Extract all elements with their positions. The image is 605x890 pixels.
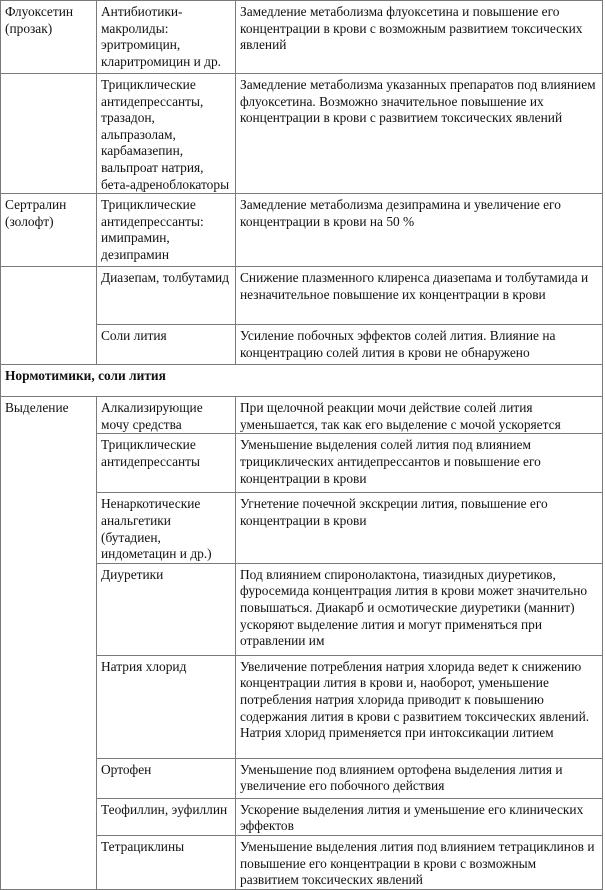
interacting-drug-cell: [97, 194, 236, 267]
interacting-drug-cell: [97, 835, 236, 889]
effect-cell: [236, 194, 603, 267]
effect-cell: [236, 798, 603, 835]
effect-cell: [236, 655, 603, 758]
effect-text: Ускорение выделения лития и уменьшение его клинических эффектов: [240, 801, 584, 834]
effect-text: Уменьшение выделения солей лития под влиянием трициклических антидепрессантов и повышение его концентрации в крови: [240, 437, 541, 486]
table-row: [1, 267, 603, 325]
interacting-drug-cell: [97, 325, 236, 365]
drug-group-cell: [1, 194, 97, 267]
interacting-drug-label: Антибиотики-макролиды: эритромицин, кларитромицин и др.: [101, 4, 221, 69]
effect-text: Усиление побочных эффектов солей лития. Влияние на концентрацию солей лития в крови не обнаружено: [240, 328, 556, 360]
interacting-drug-label: Алкализирующие мочу средства: [101, 400, 203, 432]
effect-cell: [236, 563, 603, 655]
table-row: [1, 194, 603, 267]
effect-cell: [236, 397, 603, 434]
effect-text: Уменьшение под влиянием ортофена выделения лития и увеличение его побочного действия: [240, 761, 563, 794]
effect-text: Замедление метаболизма дезипрамина и увеличение его концентрации в крови на 50 %: [240, 197, 561, 229]
effect-text: Увеличение потребления натрия хлорида ведет к снижению концентрации лития в крови и, наоборот, уменьшение потребления натрия хлорида приводит к повышению содержания лития в крови с развитием токсических явлений. Натрия хлорид применяется при интоксикации литием: [240, 658, 590, 741]
drug-group-label: Флуоксетин (прозак): [5, 4, 74, 36]
interacting-drug-cell: [97, 655, 236, 758]
interacting-drug-cell: [97, 758, 236, 798]
interacting-drug-cell: [97, 798, 236, 835]
interacting-drug-label: Теофиллин, эуфиллин: [101, 801, 228, 817]
interacting-drug-cell: [97, 267, 236, 325]
interacting-drug-label: Натрия хлорид: [101, 658, 187, 674]
interacting-drug-label: Трициклические антидепрессанты, тразадон, альпразолам, карбамазепин, вальпроат натрия, бета-адреноблокаторы: [101, 77, 230, 192]
interacting-drug-label: Трициклические антидепрессанты: имипрамин, дезипрамин: [101, 197, 204, 262]
effect-cell: [236, 74, 603, 194]
interacting-drug-label: Трициклические антидепрессанты: [101, 437, 201, 469]
drug-group-cell: [1, 267, 97, 365]
effect-cell: [236, 758, 603, 798]
effect-cell: [236, 835, 603, 889]
interacting-drug-label: Диуретики: [101, 566, 164, 582]
effect-text: Снижение плазменного клиренса диазепама и толбутамида и незначительное повышение их концентрации в крови: [240, 270, 589, 302]
effect-cell: [236, 1, 603, 74]
effect-text: При щелочной реакции мочи действие солей лития уменьшается, так как его выделение с мочой ускоряется: [240, 400, 561, 432]
drug-group-cell: [1, 1, 97, 74]
interacting-drug-label: Ненаркотические анальгетики (бутадиен, индометацин и др.): [101, 496, 212, 562]
effect-cell: [236, 493, 603, 563]
interacting-drug-cell: [97, 74, 236, 194]
effect-cell: [236, 325, 603, 365]
interacting-drug-cell: [97, 563, 236, 655]
section-header-row: [1, 365, 603, 397]
interacting-drug-label: Тетрациклины: [101, 838, 185, 854]
table-row: [1, 397, 603, 434]
drug-group-label: Выделение: [5, 400, 69, 416]
effect-text: Угнетение почечной экскреции лития, повышение его концентрации в крови: [240, 496, 548, 528]
effect-text: Под влиянием спиронолактона, тиазидных диуретиков, фуросемида концентрация лития в крови может значительно повышаться. Диакарб и осмотические диуретики (маннит) ускоряют выделение лития и могут применяться при отравлении им: [240, 566, 588, 649]
interacting-drug-label: Диазепам, толбутамид: [101, 270, 230, 286]
effect-text: Замедление метаболизма флуоксетина и повышение его концентрации в крови с возможным развитием токсических явлений: [240, 4, 583, 53]
interacting-drug-cell: [97, 397, 236, 434]
interacting-drug-cell: [97, 434, 236, 493]
drug-group-cell: [1, 397, 97, 890]
effect-cell: [236, 434, 603, 493]
interacting-drug-cell: [97, 1, 236, 74]
effect-cell: [236, 267, 603, 325]
interacting-drug-label: Соли лития: [101, 328, 167, 344]
effect-text: Уменьшение выделения лития под влиянием тетрациклинов и повышение его концентрации в крови с возможным развитием токсических явлений: [240, 838, 595, 888]
drug-group-cell: [1, 74, 97, 194]
interacting-drug-cell: [97, 493, 236, 563]
table-row: [1, 74, 603, 194]
table-row: [1, 1, 603, 74]
effect-text: Замедление метаболизма указанных препаратов под влиянием флуоксетина. Возможно значительное повышение их концентрации в крови с развитием токсических явлений: [240, 77, 596, 126]
interacting-drug-label: Ортофен: [101, 761, 152, 777]
drug-group-label: Сертралин (золофт): [5, 197, 67, 229]
section-title: Нормотимики, соли лития: [1, 365, 603, 397]
